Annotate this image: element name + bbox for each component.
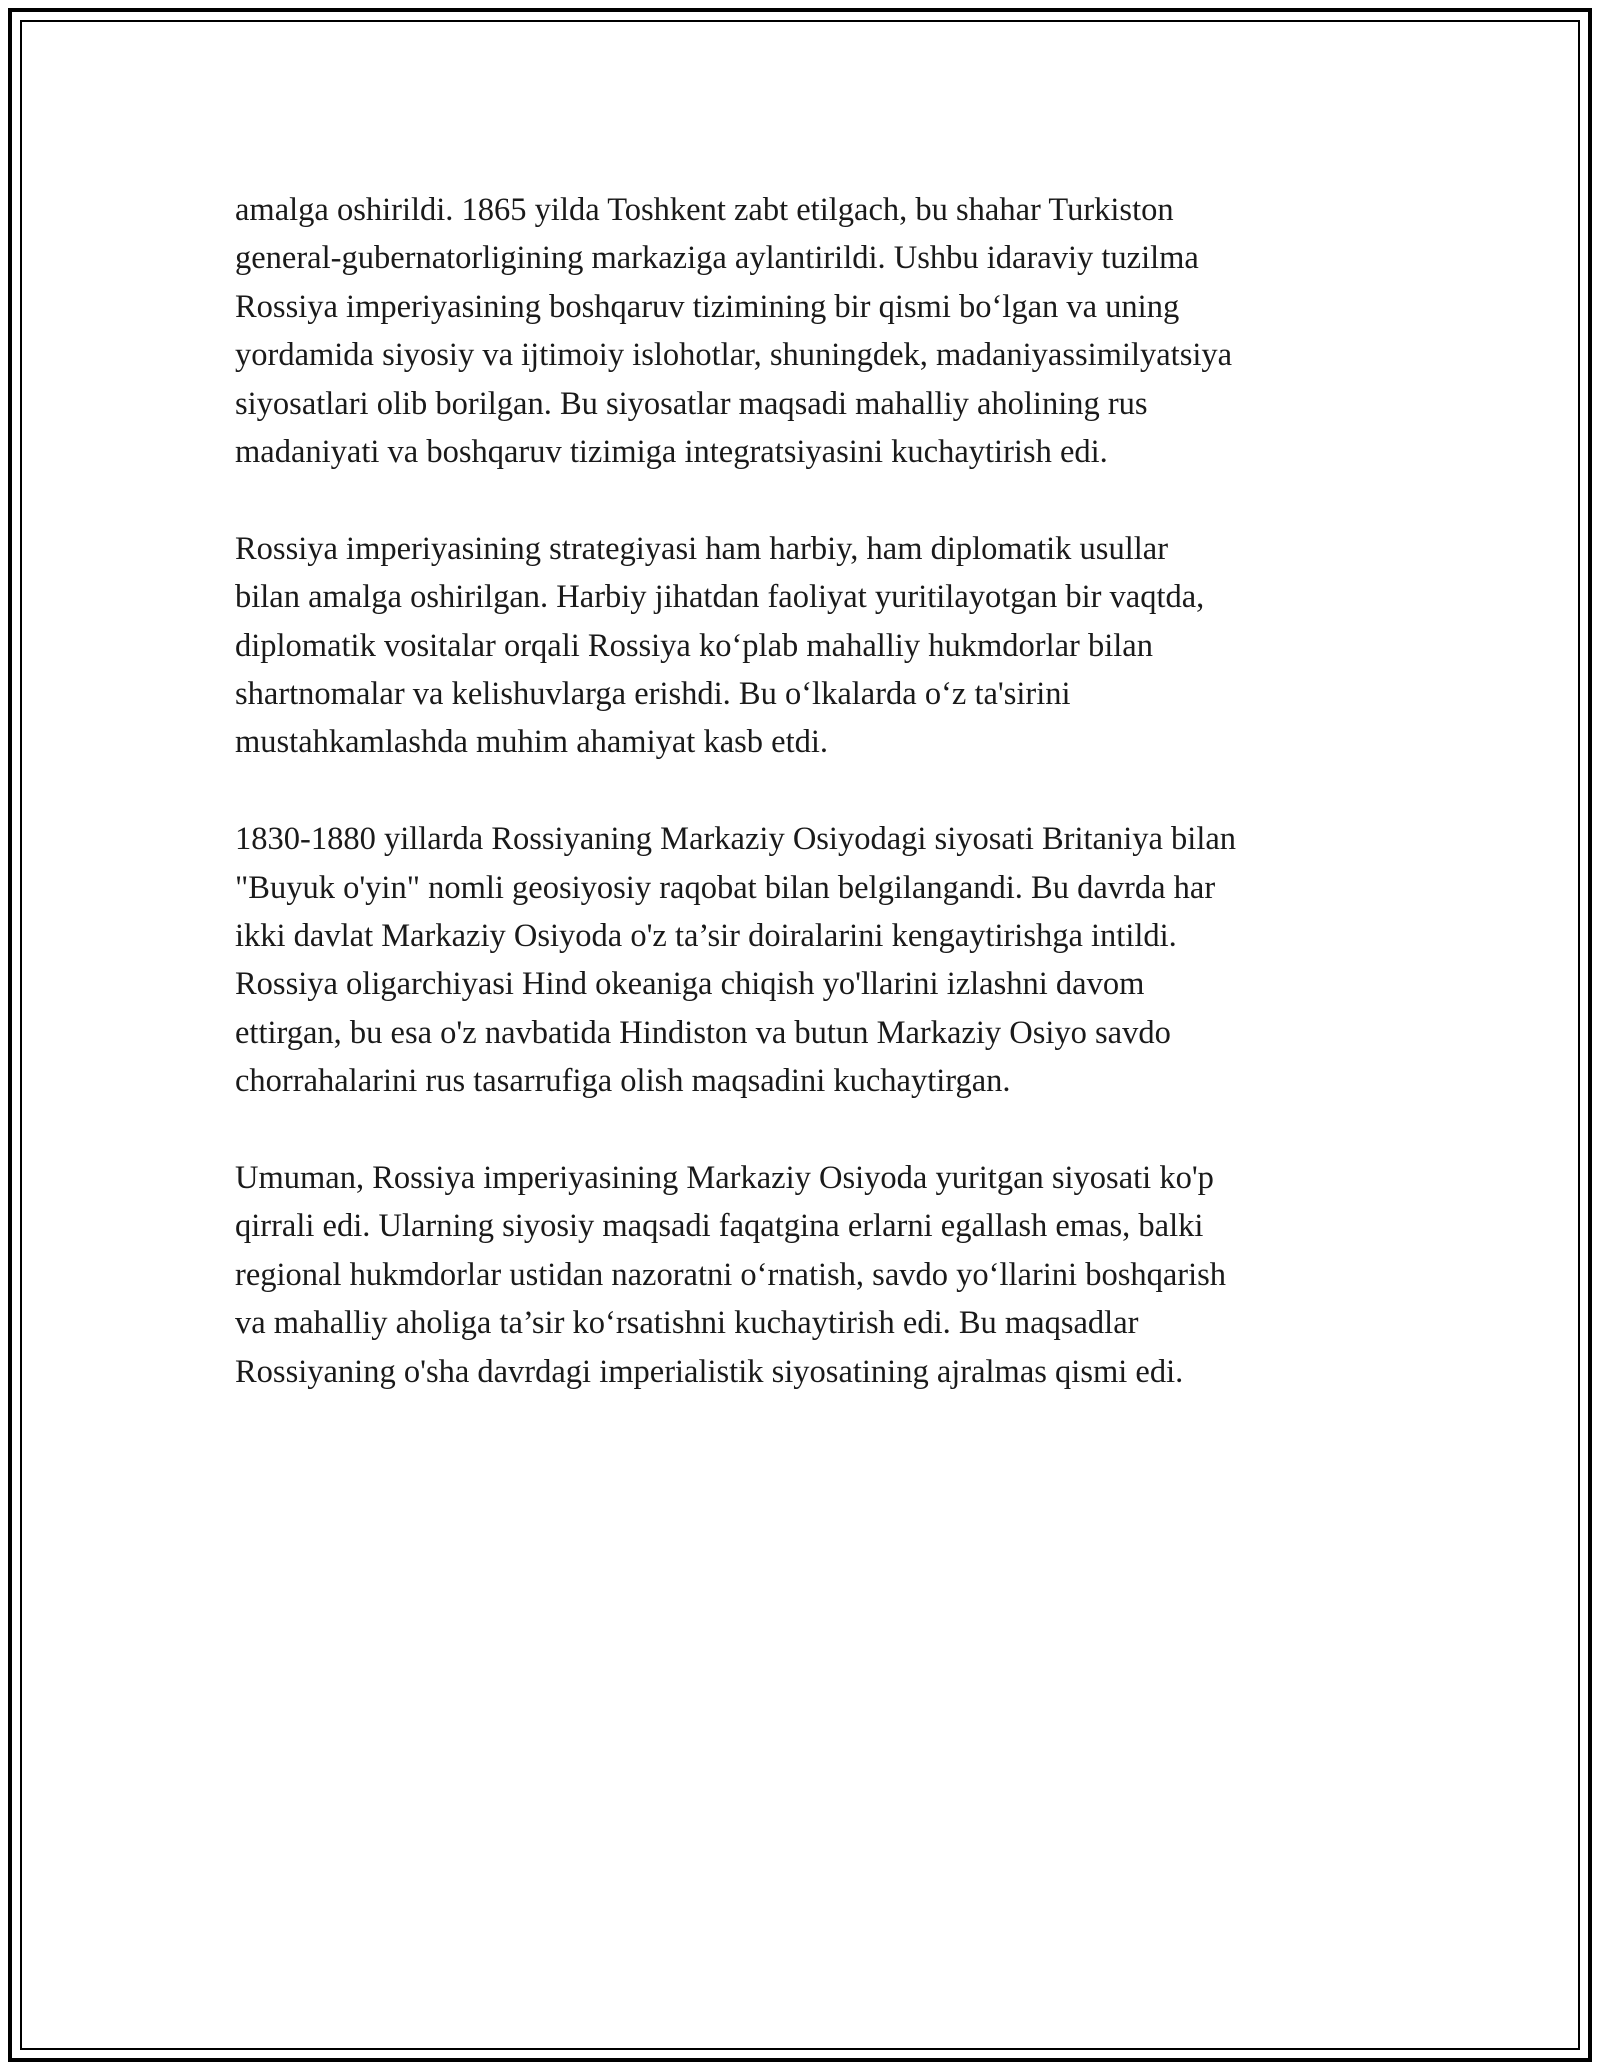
text-line: shartnomalar va kelishuvlarga erishdi. Bu o‘lkalarda o‘z ta'sirini <box>235 676 1071 713</box>
text-line: va mahalliy aholiga ta’sir ko‘rsatishni kuchaytirish edi. Bu maqsadlar <box>235 1305 1139 1342</box>
text-line: qirrali edi. Ularning siyosiy maqsadi faqatgina erlarni egallash emas, balki <box>235 1208 1204 1245</box>
text-line: amalga oshirildi. 1865 yilda Toshkent zabt etilgach, bu shahar Turkiston <box>235 192 1174 228</box>
text-line: general-gubernatorligining markaziga aylantirildi. Ushbu idaraviy tuzilma <box>235 240 1199 277</box>
text-line: yordamida siyosiy va ijtimoiy islohotlar, shuningdek, madaniyassimilyatsiya <box>235 337 1233 374</box>
text-line: "Buyuk o'yin" nomli geosiyosiy raqobat bilan belgilangandi. Bu davrda har <box>235 869 1216 906</box>
text-line: siyosatlari olib borilgan. Bu siyosatlar maqsadi mahalliy aholining rus <box>235 385 1148 422</box>
text-line: diplomatik vositalar orqali Rossiya ko‘plab mahalliy hukmdorlar bilan <box>235 627 1153 664</box>
text-line: madaniyati va boshqaruv tizimiga integratsiyasini kuchaytirish edi. <box>235 434 1108 471</box>
text-line: 1830-1880 yillarda Rossiyaning Markaziy Osiyodagi siyosati Britaniya bilan <box>235 821 1237 858</box>
text-line: Rossiya imperiyasining strategiyasi ham harbiy, ham diplomatik usullar <box>235 530 1169 567</box>
text-line: Rossiyaning o'sha davrdagi imperialistik siyosatining ajralmas qismi edi. <box>235 1353 1184 1390</box>
text-line: mustahkamlashda muhim ahamiyat kasb etdi. <box>235 724 828 761</box>
text-line: bilan amalga oshirilgan. Harbiy jihatdan faoliyat yuritilayotgan bir vaqtda, <box>235 579 1205 616</box>
text-line: ettirgan, bu esa o'z navbatida Hindiston va butun Markaziy Osiyo savdo <box>235 1014 1171 1051</box>
text-line: Rossiya imperiyasining boshqaruv tizimining bir qismi bo‘lgan va uning <box>235 288 1180 325</box>
paragraph-3 <box>235 815 1375 1105</box>
text-line: ikki davlat Markaziy Osiyoda o'z ta’sir doiralarini kengaytirishga intildi. <box>235 918 1177 955</box>
text-line: Rossiya oligarchiyasi Hind okeaniga chiqish yo'llarini izlashni davom <box>235 966 1145 1003</box>
text-line: regional hukmdorlar ustidan nazoratni o‘rnatish, savdo yo‘llarini boshqarish <box>235 1256 1227 1293</box>
text-line: chorrahalarini rus tasarrufiga olish maqsadini kuchaytirgan. <box>235 1063 1011 1100</box>
paragraph-1 <box>235 186 1375 476</box>
text-line: Umuman, Rossiya imperiyasining Markaziy Osiyoda yuritgan siyosati ko'p <box>235 1160 1214 1197</box>
paragraph-2 <box>235 525 1375 767</box>
paragraph-4 <box>235 1154 1375 1396</box>
document-body <box>235 186 1375 1445</box>
